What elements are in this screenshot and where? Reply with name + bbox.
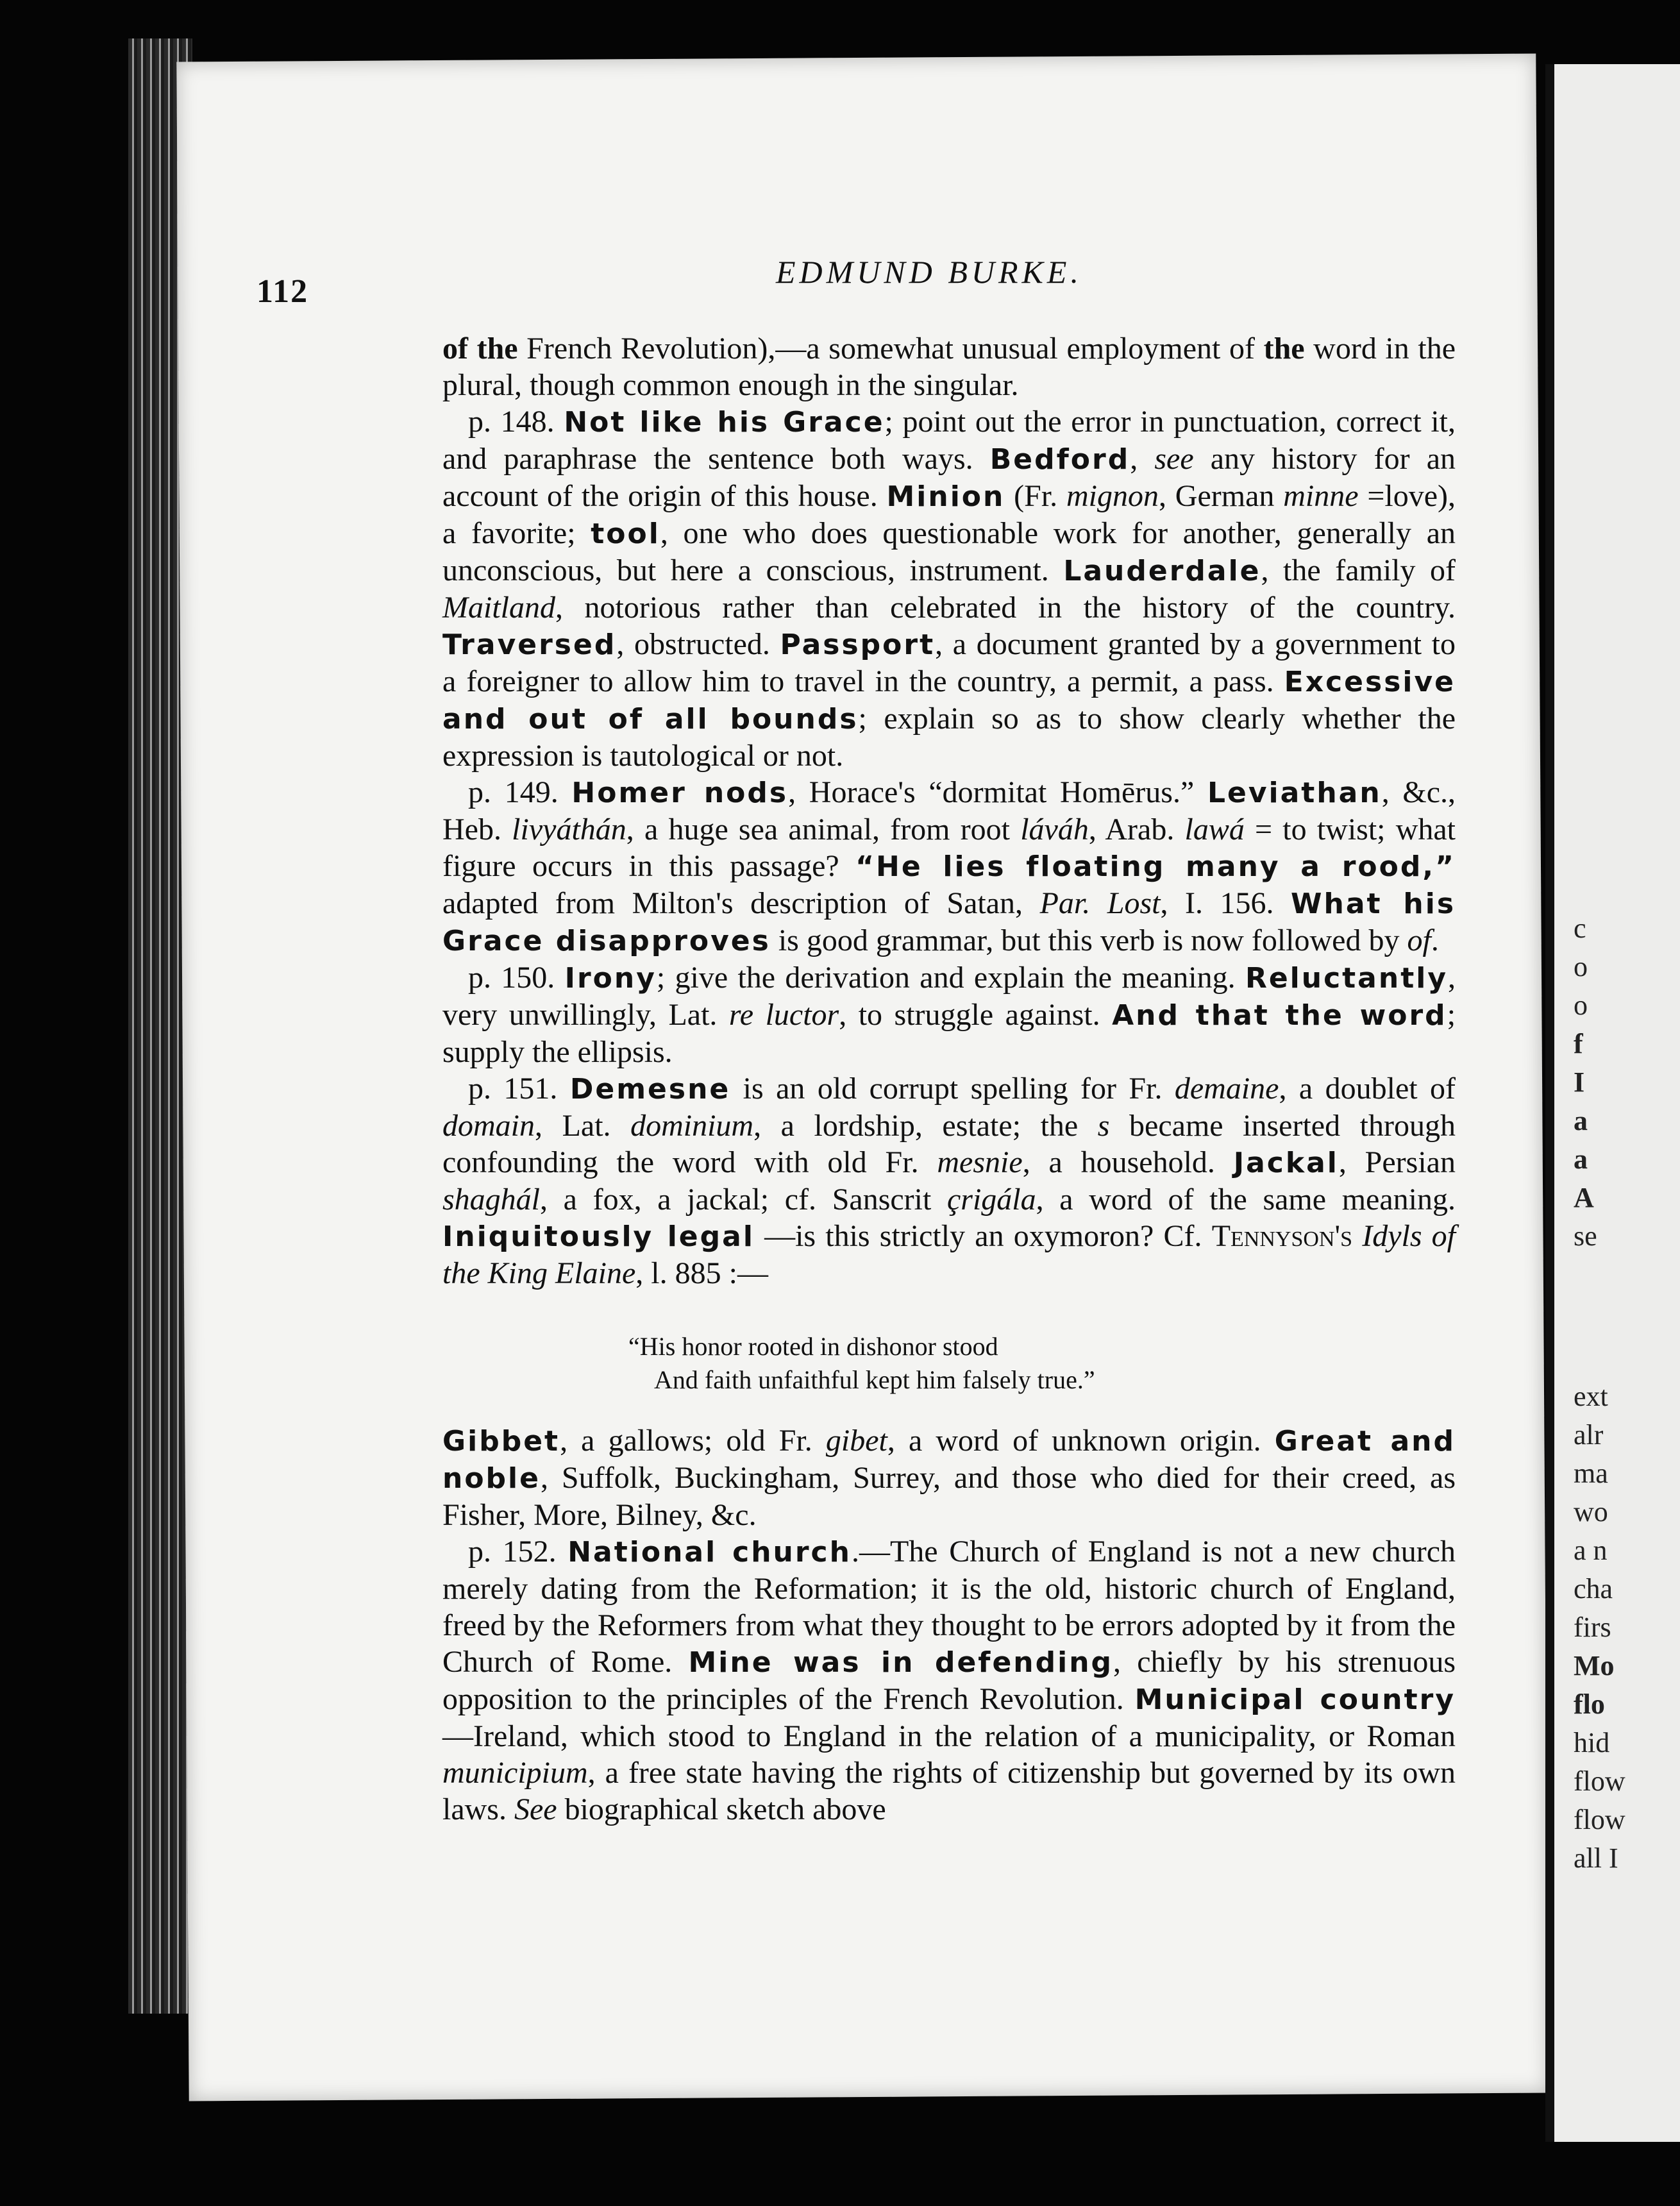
text-run: ; give the derivation and explain the meaning. <box>656 961 1245 995</box>
paragraph <box>442 403 1456 774</box>
italic-text: gibet <box>825 1424 887 1458</box>
text-run: , a huge sea animal, from root <box>626 813 1021 846</box>
facing-page-fragment: all I <box>1574 1842 1618 1874</box>
text-run: , a document granted by a government to a foreigner to allow him to travel in the country, a permit, a pass. <box>442 627 1456 698</box>
keyword-term: Passport <box>780 628 936 661</box>
paragraph <box>442 1422 1456 1533</box>
facing-page-fragment: firs <box>1574 1612 1611 1643</box>
text-run: =love), a favorite; <box>442 479 1456 550</box>
facing-page-fragment: alr <box>1574 1419 1604 1451</box>
text-run: , a free state having the rights of citizenship but governed by its own laws. <box>442 1756 1456 1826</box>
italic-text: Par. Lost <box>1039 886 1161 920</box>
poetry-quote <box>628 1330 1456 1397</box>
text-run: —Ireland, which stood to England in the relation of a municipality, or Roman <box>442 1719 1456 1753</box>
text-run: , a gallows; old Fr. <box>560 1424 826 1458</box>
italic-text: livyáthán <box>512 813 626 846</box>
text-run: , one who does questionable work for another, generally an unconscious, but here a conscious, instrument. <box>442 516 1456 587</box>
italic-text: Maitland <box>442 591 555 625</box>
paragraphs-before-quote <box>442 330 1456 1292</box>
keyword-term: Gibbet <box>442 1425 560 1458</box>
keyword-term: Iniquitously legal <box>442 1220 755 1253</box>
text-run: French Revolution),—a somewhat unusual employment of <box>517 332 1264 366</box>
text-run: is an old corrupt spelling for Fr. <box>730 1072 1175 1106</box>
text-run: , Persian <box>1338 1145 1456 1179</box>
keyword-term: Minion <box>886 480 1005 513</box>
text-run: , a fox, a jackal; cf. Sanscrit <box>540 1183 947 1217</box>
keyword-term: Irony <box>564 962 657 995</box>
keyword-term: Demesne <box>569 1073 731 1106</box>
facing-page-fragment: ext <box>1574 1381 1608 1412</box>
text-run: . <box>1431 923 1439 957</box>
text-run: p. 149. <box>468 775 572 809</box>
facing-page-fragment: a <box>1574 1143 1588 1175</box>
facing-page-fragment: flow <box>1574 1765 1625 1797</box>
small-caps-text: Tennyson's <box>1211 1219 1353 1253</box>
text-run: , a household. <box>1022 1145 1234 1179</box>
bold-text: the <box>1263 332 1305 366</box>
italic-text: mignon <box>1066 479 1159 513</box>
text-run: ; point out the error in punctuation, correct it, and paraphrase the sentence both ways. <box>442 405 1456 476</box>
bold-text: of the <box>442 332 518 366</box>
keyword-term: Bedford <box>989 443 1130 476</box>
italic-text: of <box>1407 923 1431 957</box>
paragraph <box>442 330 1456 403</box>
text-run: p. 151. <box>468 1072 570 1106</box>
text-run: , notorious rather than celebrated in the history of the country. <box>555 591 1456 625</box>
facing-page-fragment: a <box>1574 1105 1588 1136</box>
text-run: , Suffolk, Buckingham, Surrey, and those who died for their creed, as Fisher, More, Bilney, &c. <box>442 1461 1456 1532</box>
text-run <box>1352 1219 1362 1253</box>
text-run: adapted from Milton's description of Satan, <box>442 886 1040 920</box>
keyword-term: Traversed <box>442 628 617 661</box>
text-run: , a word of the same meaning. <box>1036 1183 1456 1217</box>
facing-page-fragment: ma <box>1574 1458 1608 1489</box>
italic-text: See <box>514 1792 557 1826</box>
text-run: —is this strictly an oxymoron? Cf. <box>754 1219 1212 1253</box>
text-run: ; explain so as to show clearly whether the expression is tautological or not. <box>442 702 1456 773</box>
facing-page-fragment: cha <box>1574 1573 1613 1604</box>
keyword-term: Excessive and out of all bounds <box>442 666 1456 736</box>
keyword-term: What his Grace disapproves <box>442 888 1456 957</box>
facing-page-fragment: flow <box>1574 1804 1625 1835</box>
keyword-term: Reluctantly <box>1245 962 1448 995</box>
keyword-term: Mine was in defending <box>688 1646 1114 1679</box>
text-run: , chiefly by his strenuous opposition to the principles of the French Revolution. <box>442 1645 1456 1716</box>
running-head <box>256 253 1475 310</box>
text-run: p. 150. <box>468 961 565 995</box>
italic-text: municipium <box>442 1756 588 1790</box>
text-run: (Fr. <box>1005 479 1066 513</box>
text-run: , the family of <box>1261 553 1456 587</box>
italic-text: mesnie <box>937 1145 1023 1179</box>
italic-text: domain <box>442 1109 535 1143</box>
text-run: , Horace's “dormitat Homērus.” <box>788 775 1207 809</box>
keyword-term: Municipal country <box>1134 1683 1456 1716</box>
italic-text: s <box>1097 1109 1110 1143</box>
text-run: , l. 885 :— <box>635 1256 768 1290</box>
italic-text: çrigála <box>946 1183 1036 1217</box>
keyword-term: tool <box>591 518 660 550</box>
keyword-term: Leviathan <box>1207 777 1382 809</box>
italic-text: shaghál <box>442 1183 541 1217</box>
text-run: became inserted through confounding the word with old Fr. <box>442 1109 1456 1179</box>
text-run: is good grammar, but this verb is now followed by <box>770 923 1407 957</box>
text-run: any history for an account of the origin of this house. <box>442 442 1456 513</box>
facing-page-fragment: Mo <box>1574 1650 1615 1681</box>
italic-text: see <box>1154 442 1194 476</box>
quote-line-2: And faith unfaithful kept him falsely true.” <box>654 1365 1095 1394</box>
italic-text: re luctor <box>728 998 839 1032</box>
keyword-term: Homer nods <box>571 777 789 809</box>
paragraphs-after-quote <box>442 1422 1456 1828</box>
facing-page-fragment: I <box>1574 1066 1585 1098</box>
text-run: , &c., Heb. <box>442 775 1456 846</box>
paragraph <box>442 959 1456 1070</box>
text-run: p. 148. <box>468 405 564 439</box>
text-run: , obstructed. <box>616 627 780 661</box>
italic-text: lawá <box>1184 813 1245 846</box>
text-run: word in the plural, though common enough in the singular. <box>442 332 1456 402</box>
italic-text: Idyls of the King <box>442 1219 1456 1290</box>
italic-text: demaine <box>1174 1072 1279 1106</box>
keyword-term: And that the word <box>1112 999 1447 1032</box>
text-run: , German <box>1158 479 1284 513</box>
paragraph <box>442 1070 1456 1292</box>
facing-page-fragment: A <box>1574 1182 1594 1213</box>
italic-text: dominium <box>630 1109 754 1143</box>
keyword-term: Jackal <box>1233 1147 1339 1179</box>
facing-page-fragment: wo <box>1574 1496 1608 1528</box>
page-number: 112 <box>256 273 309 310</box>
text-run <box>548 1256 555 1290</box>
facing-page-fragment: o <box>1574 989 1588 1021</box>
facing-page-fragment: hid <box>1574 1727 1610 1758</box>
keyword-term: “He lies floating many a rood,” <box>855 850 1456 883</box>
text-run: biographical sketch above <box>557 1792 886 1826</box>
text-run: , to struggle against. <box>839 998 1113 1032</box>
text-run: , <box>1130 442 1155 476</box>
text-run: ; supply the ellipsis. <box>442 998 1456 1069</box>
text-run: .—The Church of England is not a new church merely dating from the Reformation; it is the old, historic church of England, freed by the Reformers from what they thought to be errors adopted by it from the Church of Rome. <box>442 1535 1456 1679</box>
text-run: , very unwillingly, Lat. <box>442 961 1456 1032</box>
quote-line-1: “His honor rooted in dishonor stood <box>628 1332 998 1361</box>
facing-page-fragment: se <box>1574 1220 1597 1252</box>
keyword-term: National church <box>567 1536 852 1569</box>
text-run: , a doublet of <box>1279 1072 1456 1106</box>
keyword-term: Not like his Grace <box>564 406 885 439</box>
text-run: , Arab. <box>1088 813 1185 846</box>
facing-page-fragment: a n <box>1574 1535 1608 1566</box>
italic-text: minne <box>1283 479 1359 513</box>
book-title: EDMUND BURKE. <box>776 254 1082 290</box>
text-run: p. 152. <box>468 1535 568 1569</box>
text-run: , Lat. <box>535 1109 631 1143</box>
facing-page-fragment: o <box>1574 951 1588 982</box>
text-run: , a lordship, estate; the <box>753 1109 1098 1143</box>
text-run: , a word of unknown origin. <box>887 1424 1275 1458</box>
text-run: = to twist; what figure occurs in this passage? <box>442 813 1456 883</box>
paragraph <box>442 774 1456 959</box>
keyword-term: Lauderdale <box>1063 555 1261 587</box>
facing-page-fragment: flo <box>1574 1688 1605 1720</box>
body-text <box>442 330 1456 1828</box>
italic-text: láváh <box>1020 813 1089 846</box>
text-run: , I. 156. <box>1160 886 1291 920</box>
facing-page-fragment: f <box>1574 1028 1583 1059</box>
facing-page-fragment: c <box>1574 913 1586 944</box>
keyword-term: Great and noble <box>442 1425 1456 1495</box>
facing-page <box>1545 64 1680 2142</box>
paragraph <box>442 1533 1456 1828</box>
italic-text: Elaine <box>555 1256 636 1290</box>
